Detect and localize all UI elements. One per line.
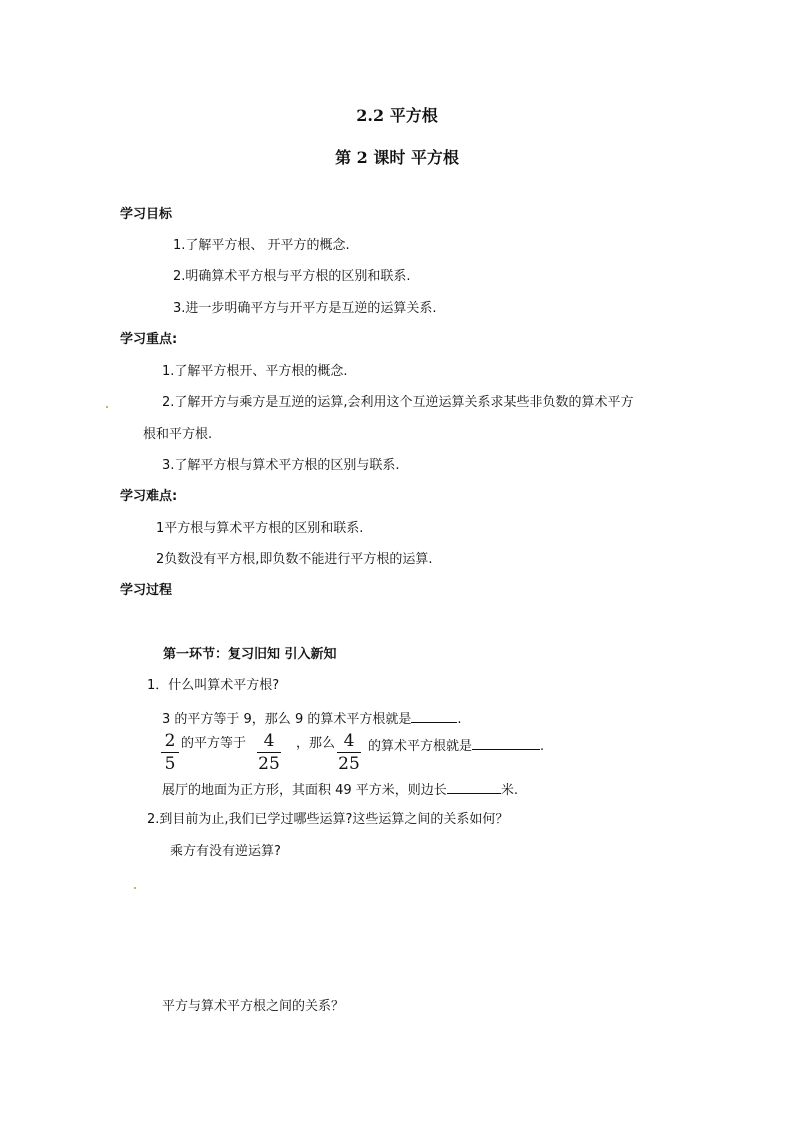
fraction-numerator: 4 (337, 733, 361, 753)
page-title: 2.2 平方根 (356, 106, 438, 125)
fraction-2-5 (161, 733, 179, 773)
fraction-numerator: 2 (161, 733, 179, 753)
answer-blank[interactable] (447, 781, 501, 794)
fraction-denominator: 5 (164, 754, 176, 774)
key-point-item: 1.了解平方根开、平方根的概念. (162, 364, 348, 379)
question-1a (162, 710, 461, 726)
page-subtitle: 第 2 课时 平方根 (335, 148, 459, 167)
question-2a: 乘方有没有逆运算? (170, 844, 281, 859)
period: . (540, 739, 545, 754)
stray-dot (134, 887, 136, 889)
fraction-numerator: 4 (257, 733, 281, 753)
goal-item: 2.明确算术平方根与平方根的区别和联系. (173, 269, 411, 284)
question-1b-text: ，那么 (296, 736, 336, 751)
question-1a-text: 3 的平方等于 9，那么 9 的算术平方根就是 (162, 712, 412, 727)
goal-item: 1.了解平方根、 开平方的概念. (173, 238, 350, 253)
section-heading: 第一环节：复习旧知 引入新知 (163, 647, 337, 662)
difficulty-item: 1平方根与算术平方根的区别和联系. (156, 521, 364, 536)
process-heading: 学习过程 (120, 583, 173, 598)
goals-heading: 学习目标 (120, 207, 173, 222)
question-1c (162, 781, 518, 797)
key-point-item: 3.了解平方根与算术平方根的区别与联系. (162, 458, 400, 473)
question-2: 2.到目前为止,我们已学过哪些运算?这些运算之间的关系如何？ (147, 812, 509, 827)
answer-blank[interactable] (411, 710, 457, 723)
question-1: 1．什么叫算术平方根? (147, 678, 280, 693)
fraction-denominator: 25 (258, 754, 280, 774)
question-1b-text: 的平方等于 (181, 736, 247, 751)
question-1c-text: 展厅的地面为正方形，其面积 49 平方米，则边长 (162, 783, 447, 798)
fraction-4-25 (337, 733, 361, 773)
fraction-4-25 (257, 733, 281, 773)
question-1b-text: 的算术平方根就是 (368, 739, 473, 754)
difficulty-item: 2负数没有平方根,即负数不能进行平方根的运算. (156, 552, 433, 567)
difficulties-heading: 学习难点: (120, 489, 178, 504)
question-1c-unit: 米. (500, 783, 518, 798)
key-points-heading: 学习重点: (120, 332, 178, 347)
key-point-item: 根和平方根. (143, 427, 213, 442)
fraction-denominator: 25 (338, 754, 360, 774)
answer-blank[interactable] (472, 737, 540, 750)
question-3: 平方与算术平方根之间的关系？ (162, 999, 345, 1014)
question-1b-tail (368, 737, 544, 753)
goal-item: 3.进一步明确平方与开平方是互逆的运算关系. (173, 301, 437, 316)
period: . (457, 712, 462, 727)
stray-dot (106, 406, 108, 408)
key-point-item: 2.了解开方与乘方是互逆的运算,会利用这个互逆运算关系求某些非负数的算术平方 (162, 395, 634, 410)
